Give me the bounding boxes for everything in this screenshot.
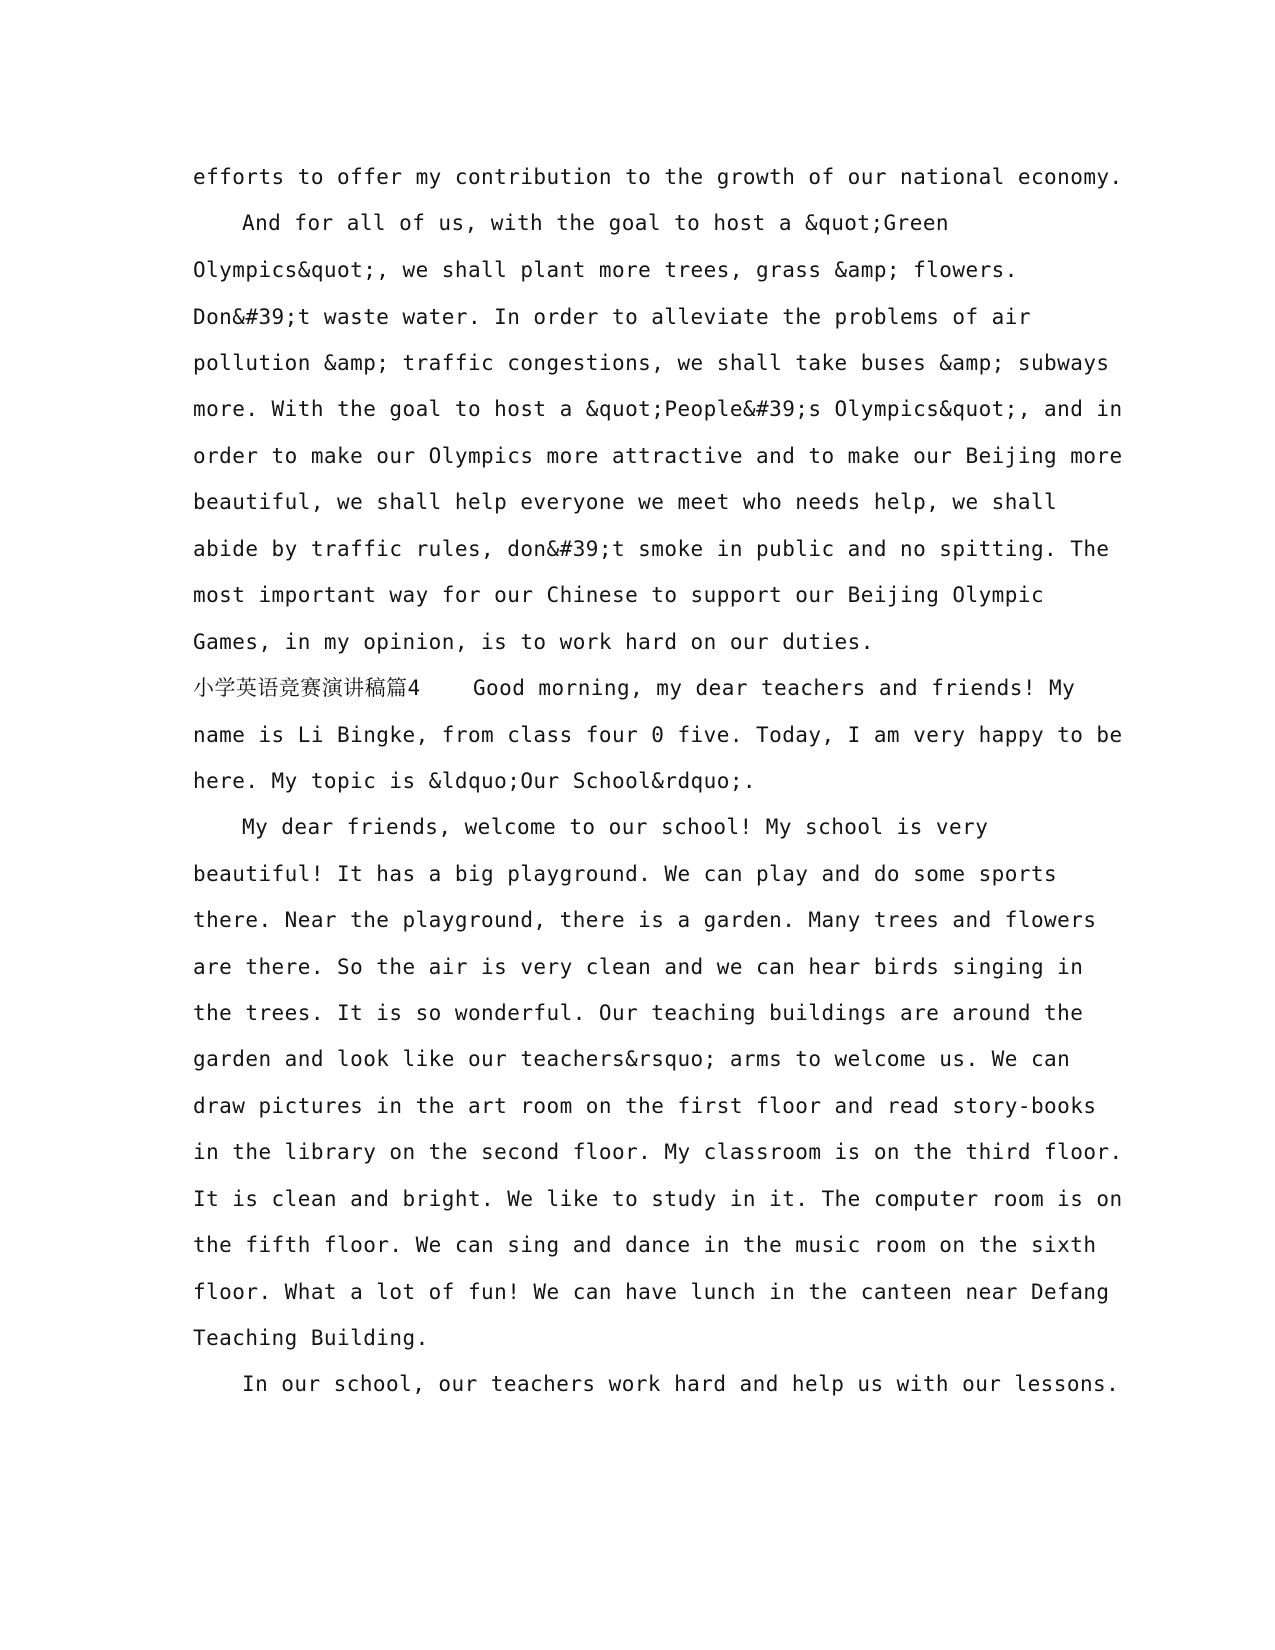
text-line: Games, in my opinion, is to work hard on our duties. [193, 630, 874, 654]
text-line: more. With the goal to host a &quot;People&#39;s Olympics&quot;, and in [193, 397, 1123, 421]
text-line: here. My topic is &ldquo;Our School&rdquo;. [193, 769, 757, 793]
text-line: garden and look like our teachers&rsquo; arms to welcome us. We can [193, 1047, 1071, 1071]
text-line: Don&#39;t waste water. In order to alleviate the problems of air [193, 305, 1031, 329]
text-line: It is clean and bright. We like to study in it. The computer room is on [193, 1187, 1123, 1211]
text-line: And for all of us, with the goal to host a &quot;Green [242, 211, 950, 235]
text-line: draw pictures in the art room on the first floor and read story-books [193, 1094, 1097, 1118]
text-line: floor. What a lot of fun! We can have lunch in the canteen near Defang [193, 1280, 1110, 1304]
text-line: abide by traffic rules, don&#39;t smoke in public and no spitting. The [193, 537, 1110, 561]
text-line: Olympics&quot;, we shall plant more trees, grass &amp; flowers. [193, 258, 1018, 282]
text-line: My dear friends, welcome to our school! My school is very [242, 815, 989, 839]
text-line: beautiful, we shall help everyone we meet who needs help, we shall [193, 490, 1058, 514]
text-line: the fifth floor. We can sing and dance in the music room on the sixth [193, 1233, 1097, 1257]
text-line: name is Li Bingke, from class four 0 five. Today, I am very happy to be [193, 723, 1123, 747]
text-line: there. Near the playground, there is a garden. Many trees and flowers [193, 908, 1097, 932]
text-line: are there. So the air is very clean and we can hear birds singing in [193, 955, 1084, 979]
text-line: the trees. It is so wonderful. Our teaching buildings are around the [193, 1001, 1084, 1025]
heading-line: 小学英语竞赛演讲稿篇4 Good morning, my dear teachers and friends! My [193, 676, 1076, 700]
text-line: beautiful! It has a big playground. We can play and do some sports [193, 862, 1058, 886]
text-line: efforts to offer my contribution to the growth of our national economy. [193, 165, 1123, 189]
text-line: most important way for our Chinese to support our Beijing Olympic [193, 583, 1045, 607]
text-line: In our school, our teachers work hard and help us with our lessons. [242, 1372, 1120, 1396]
text-line: order to make our Olympics more attractive and to make our Beijing more [193, 444, 1123, 468]
text-line: Teaching Building. [193, 1326, 429, 1350]
text-line: pollution &amp; traffic congestions, we shall take buses &amp; subways [193, 351, 1110, 375]
text-line: in the library on the second floor. My classroom is on the third floor. [193, 1140, 1123, 1164]
